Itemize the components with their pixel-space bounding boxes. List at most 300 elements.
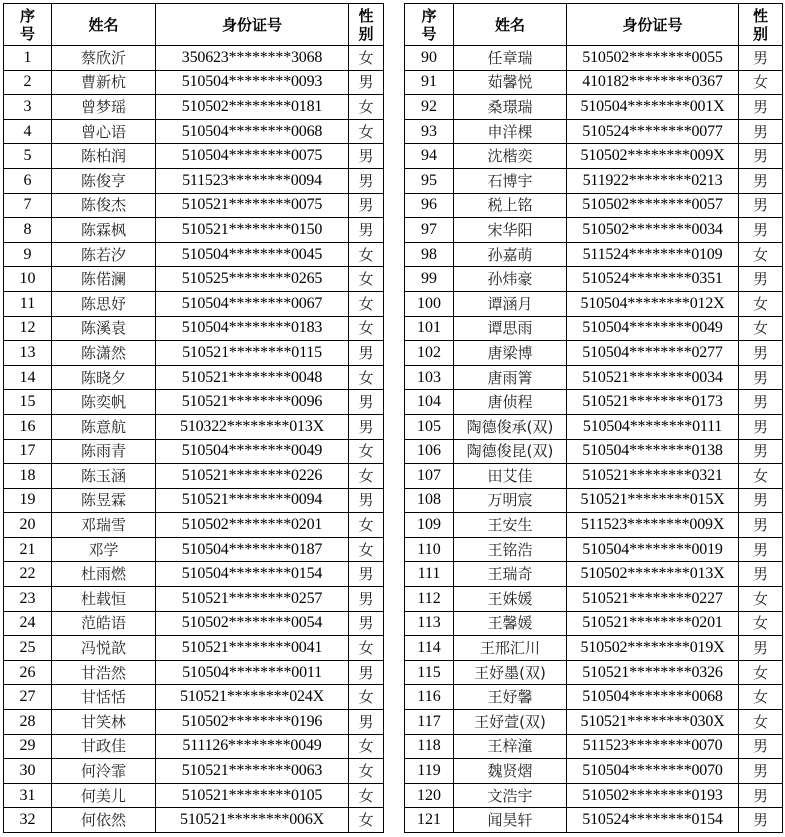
cell-id-number: 350623********3068 [156, 46, 349, 71]
cell-name: 谭思雨 [454, 316, 567, 341]
table-row [4, 660, 384, 685]
cell-gender: 男 [349, 168, 384, 193]
cell-name: 范皓语 [52, 611, 156, 636]
table-row [405, 734, 783, 759]
cell-gender: 男 [349, 193, 384, 218]
cell-seq: 24 [4, 611, 52, 636]
table-row [4, 439, 384, 464]
cell-seq: 110 [405, 537, 454, 562]
cell-seq: 8 [4, 218, 52, 243]
cell-seq: 100 [405, 291, 454, 316]
cell-name: 陶德俊昆(双) [454, 439, 567, 464]
cell-id-number: 510502********0193 [567, 783, 739, 808]
table-row [405, 710, 783, 735]
cell-seq: 90 [405, 46, 454, 71]
cell-id-number: 510521********0048 [156, 365, 349, 390]
cell-name: 甘恬恬 [52, 685, 156, 710]
table-row [4, 710, 384, 735]
table-row [4, 488, 384, 513]
cell-name: 甘政佳 [52, 734, 156, 759]
cell-id-number: 510502********009X [567, 144, 739, 169]
table-row [405, 611, 783, 636]
cell-name: 谭涵月 [454, 291, 567, 316]
cell-name: 陈偌澜 [52, 267, 156, 292]
cell-id-number: 510504********0068 [156, 119, 349, 144]
cell-seq: 17 [4, 439, 52, 464]
cell-seq: 109 [405, 513, 454, 538]
cell-gender: 女 [349, 759, 384, 784]
header-seq-line1: 序 [19, 6, 35, 25]
cell-seq: 7 [4, 193, 52, 218]
cell-gender: 女 [349, 119, 384, 144]
cell-id-number: 510504********0067 [156, 291, 349, 316]
cell-id-number: 510504********0011 [156, 660, 349, 685]
cell-seq: 5 [4, 144, 52, 169]
cell-id-number: 510504********0075 [156, 144, 349, 169]
table-row [4, 46, 384, 71]
cell-gender: 男 [739, 439, 783, 464]
table-row [405, 193, 783, 218]
table-row [4, 513, 384, 538]
cell-name: 田艾佳 [454, 464, 567, 489]
cell-id-number: 510502********0055 [567, 46, 739, 71]
cell-gender: 女 [349, 513, 384, 538]
cell-seq: 107 [405, 464, 454, 489]
cell-gender: 女 [739, 242, 783, 267]
cell-id-number: 510504********0138 [567, 439, 739, 464]
table-body-left [4, 46, 384, 833]
table-row [4, 316, 384, 341]
cell-gender: 男 [739, 218, 783, 243]
cell-id-number: 510521********0063 [156, 759, 349, 784]
cell-gender: 男 [349, 341, 384, 366]
cell-seq: 92 [405, 95, 454, 120]
table-header-row [4, 4, 384, 46]
table-row [4, 218, 384, 243]
cell-gender: 男 [739, 488, 783, 513]
cell-name: 曹新杭 [52, 70, 156, 95]
cell-id-number: 510502********0196 [156, 710, 349, 735]
table-row [4, 267, 384, 292]
table-row [405, 439, 783, 464]
table-row [405, 660, 783, 685]
cell-seq: 26 [4, 660, 52, 685]
cell-id-number: 511523********0070 [567, 734, 739, 759]
cell-id-number: 510521********0034 [567, 365, 739, 390]
header-gender [349, 4, 384, 46]
cell-name: 邓瑞雪 [52, 513, 156, 538]
cell-name: 王安生 [454, 513, 567, 538]
header-gender-line1: 性 [358, 6, 374, 25]
cell-name: 税上铭 [454, 193, 567, 218]
cell-name: 唐侦程 [454, 390, 567, 415]
table-row [405, 218, 783, 243]
cell-gender: 女 [349, 636, 384, 661]
cell-seq: 114 [405, 636, 454, 661]
table-row [4, 193, 384, 218]
cell-seq: 1 [4, 46, 52, 71]
cell-gender: 女 [349, 808, 384, 833]
cell-name: 王馨媛 [454, 611, 567, 636]
cell-gender: 女 [349, 267, 384, 292]
cell-seq: 25 [4, 636, 52, 661]
cell-name: 王瑞奇 [454, 562, 567, 587]
table-row [405, 95, 783, 120]
cell-name: 陈潇然 [52, 341, 156, 366]
cell-name: 杜载恒 [52, 587, 156, 612]
cell-id-number: 511922********0213 [567, 168, 739, 193]
cell-id-number: 511523********009X [567, 513, 739, 538]
cell-seq: 15 [4, 390, 52, 415]
cell-id-number: 510521********0041 [156, 636, 349, 661]
cell-gender: 女 [349, 242, 384, 267]
cell-seq: 96 [405, 193, 454, 218]
table-row [405, 390, 783, 415]
cell-id-number: 510502********0181 [156, 95, 349, 120]
cell-name: 杜雨燃 [52, 562, 156, 587]
table-row [405, 537, 783, 562]
cell-name: 宋华阳 [454, 218, 567, 243]
cell-name: 陈俊杰 [52, 193, 156, 218]
header-seq [405, 4, 454, 46]
header-seq-line1: 序 [421, 6, 437, 25]
table-row [4, 390, 384, 415]
cell-gender: 男 [739, 734, 783, 759]
roster-table-right [404, 3, 783, 833]
cell-seq: 10 [4, 267, 52, 292]
cell-gender: 女 [349, 464, 384, 489]
cell-name: 桑璟瑞 [454, 95, 567, 120]
cell-name: 王梓潼 [454, 734, 567, 759]
cell-name: 王妤墨(双) [454, 660, 567, 685]
cell-id-number: 510524********0077 [567, 119, 739, 144]
cell-id-number: 510521********0326 [567, 660, 739, 685]
cell-name: 陈霖枫 [52, 218, 156, 243]
cell-seq: 13 [4, 341, 52, 366]
header-gender-line2: 别 [358, 24, 374, 43]
cell-name: 陈柏润 [52, 144, 156, 169]
cell-id-number: 510502********013X [567, 562, 739, 587]
cell-id-number: 510504********0093 [156, 70, 349, 95]
cell-seq: 19 [4, 488, 52, 513]
table-row [4, 759, 384, 784]
cell-id-number: 510521********006X [156, 808, 349, 833]
header-seq-line2: 号 [19, 24, 35, 43]
cell-gender: 男 [739, 95, 783, 120]
cell-name: 王铭浩 [454, 537, 567, 562]
cell-gender: 男 [739, 414, 783, 439]
cell-id-number: 511524********0109 [567, 242, 739, 267]
cell-id-number: 510521********0105 [156, 783, 349, 808]
table-row [405, 267, 783, 292]
cell-name: 陈意航 [52, 414, 156, 439]
table-row [405, 783, 783, 808]
cell-seq: 12 [4, 316, 52, 341]
cell-id-number: 510502********0034 [567, 218, 739, 243]
cell-seq: 6 [4, 168, 52, 193]
header-seq-line2: 号 [421, 24, 437, 43]
cell-seq: 115 [405, 660, 454, 685]
cell-name: 陈奕帆 [52, 390, 156, 415]
cell-name: 唐梁博 [454, 341, 567, 366]
table-row [405, 636, 783, 661]
cell-gender: 男 [739, 119, 783, 144]
table-row [405, 587, 783, 612]
table-row [405, 759, 783, 784]
cell-seq: 120 [405, 783, 454, 808]
cell-id-number: 510502********019X [567, 636, 739, 661]
cell-name: 王邢汇川 [454, 636, 567, 661]
cell-id-number: 510504********0183 [156, 316, 349, 341]
table-row [4, 95, 384, 120]
cell-gender: 女 [349, 685, 384, 710]
cell-id-number: 510521********0150 [156, 218, 349, 243]
table-row [4, 808, 384, 833]
cell-id-number: 510504********0154 [156, 562, 349, 587]
table-row [4, 636, 384, 661]
cell-gender: 男 [349, 611, 384, 636]
cell-gender: 男 [349, 562, 384, 587]
cell-id-number: 510521********030X [567, 710, 739, 735]
cell-seq: 32 [4, 808, 52, 833]
cell-id-number: 510525********0265 [156, 267, 349, 292]
cell-seq: 104 [405, 390, 454, 415]
cell-gender: 男 [349, 710, 384, 735]
cell-seq: 91 [405, 70, 454, 95]
cell-seq: 116 [405, 685, 454, 710]
table-row [4, 611, 384, 636]
cell-seq: 97 [405, 218, 454, 243]
cell-name: 茹馨悦 [454, 70, 567, 95]
cell-gender: 男 [349, 587, 384, 612]
table-row [405, 562, 783, 587]
cell-gender: 男 [739, 513, 783, 538]
table-row [405, 316, 783, 341]
cell-name: 何美儿 [52, 783, 156, 808]
table-row [4, 144, 384, 169]
cell-gender: 女 [739, 685, 783, 710]
cell-gender: 女 [739, 611, 783, 636]
table-row [4, 562, 384, 587]
cell-name: 何泠霏 [52, 759, 156, 784]
cell-id-number: 510502********0054 [156, 611, 349, 636]
cell-seq: 112 [405, 587, 454, 612]
cell-id-number: 510504********0187 [156, 537, 349, 562]
cell-gender: 男 [739, 365, 783, 390]
cell-seq: 4 [4, 119, 52, 144]
cell-seq: 18 [4, 464, 52, 489]
cell-seq: 101 [405, 316, 454, 341]
cell-gender: 男 [739, 193, 783, 218]
table-row [405, 119, 783, 144]
cell-gender: 男 [739, 341, 783, 366]
table-row [405, 513, 783, 538]
cell-name: 沈楷奕 [454, 144, 567, 169]
cell-id-number: 510521********0075 [156, 193, 349, 218]
cell-gender: 男 [739, 636, 783, 661]
table-row [4, 119, 384, 144]
cell-name: 陈思妤 [52, 291, 156, 316]
cell-gender: 男 [739, 808, 783, 833]
cell-name: 石博宇 [454, 168, 567, 193]
table-row [405, 341, 783, 366]
cell-name: 陈俊亨 [52, 168, 156, 193]
cell-gender: 女 [739, 710, 783, 735]
cell-seq: 108 [405, 488, 454, 513]
cell-gender: 男 [349, 660, 384, 685]
cell-gender: 男 [739, 783, 783, 808]
table-row [405, 46, 783, 71]
cell-gender: 男 [349, 218, 384, 243]
roster-table-left [3, 3, 384, 833]
cell-gender: 男 [739, 46, 783, 71]
cell-gender: 女 [349, 783, 384, 808]
cell-gender: 男 [739, 168, 783, 193]
cell-id-number: 510521********0226 [156, 464, 349, 489]
cell-name: 王姝媛 [454, 587, 567, 612]
cell-seq: 121 [405, 808, 454, 833]
cell-seq: 31 [4, 783, 52, 808]
cell-name: 何依然 [52, 808, 156, 833]
table-row [4, 587, 384, 612]
header-name: 姓名 [454, 4, 567, 46]
table-row [405, 464, 783, 489]
cell-name: 申洋棵 [454, 119, 567, 144]
cell-name: 王妤萱(双) [454, 710, 567, 735]
table-body-right [405, 46, 783, 833]
cell-gender: 男 [349, 144, 384, 169]
cell-gender: 女 [349, 95, 384, 120]
cell-seq: 21 [4, 537, 52, 562]
table-row [4, 70, 384, 95]
cell-id-number: 510521********0201 [567, 611, 739, 636]
cell-name: 任章瑞 [454, 46, 567, 71]
cell-gender: 男 [349, 414, 384, 439]
cell-gender: 女 [739, 291, 783, 316]
header-gender-line2: 别 [752, 24, 768, 43]
cell-id-number: 510504********0111 [567, 414, 739, 439]
cell-id-number: 510504********0070 [567, 759, 739, 784]
cell-id-number: 510521********0257 [156, 587, 349, 612]
cell-id-number: 511126********0049 [156, 734, 349, 759]
table-row [405, 70, 783, 95]
cell-gender: 男 [739, 562, 783, 587]
header-seq [4, 4, 52, 46]
cell-gender: 男 [739, 144, 783, 169]
cell-seq: 113 [405, 611, 454, 636]
cell-name: 文浩宇 [454, 783, 567, 808]
cell-name: 孙嘉萌 [454, 242, 567, 267]
cell-seq: 29 [4, 734, 52, 759]
cell-seq: 20 [4, 513, 52, 538]
cell-seq: 16 [4, 414, 52, 439]
cell-id-number: 510504********0019 [567, 537, 739, 562]
cell-seq: 23 [4, 587, 52, 612]
cell-id-number: 510524********0154 [567, 808, 739, 833]
cell-gender: 女 [739, 316, 783, 341]
cell-gender: 女 [349, 537, 384, 562]
cell-gender: 女 [349, 46, 384, 71]
table-row [4, 537, 384, 562]
table-row [405, 808, 783, 833]
cell-id-number: 510502********0057 [567, 193, 739, 218]
header-gender-line1: 性 [752, 6, 768, 25]
cell-seq: 22 [4, 562, 52, 587]
table-row [405, 144, 783, 169]
cell-name: 陈晓夕 [52, 365, 156, 390]
cell-name: 曾心语 [52, 119, 156, 144]
cell-gender: 女 [349, 316, 384, 341]
header-id-number: 身份证号 [567, 4, 739, 46]
cell-gender: 男 [349, 70, 384, 95]
table-row [4, 464, 384, 489]
table-row [405, 168, 783, 193]
cell-seq: 103 [405, 365, 454, 390]
cell-gender: 女 [349, 734, 384, 759]
header-gender [739, 4, 783, 46]
cell-id-number: 510521********0096 [156, 390, 349, 415]
cell-seq: 30 [4, 759, 52, 784]
cell-seq: 105 [405, 414, 454, 439]
cell-id-number: 510504********0049 [567, 316, 739, 341]
table-row [405, 242, 783, 267]
cell-gender: 男 [739, 390, 783, 415]
cell-seq: 95 [405, 168, 454, 193]
table-row [4, 168, 384, 193]
cell-name: 孙炜豪 [454, 267, 567, 292]
cell-id-number: 510521********0227 [567, 587, 739, 612]
cell-id-number: 510521********0094 [156, 488, 349, 513]
cell-name: 魏贤熠 [454, 759, 567, 784]
table-row [4, 291, 384, 316]
cell-seq: 93 [405, 119, 454, 144]
cell-id-number: 510504********012X [567, 291, 739, 316]
cell-seq: 119 [405, 759, 454, 784]
cell-name: 陈雨青 [52, 439, 156, 464]
cell-gender: 女 [739, 660, 783, 685]
cell-gender: 女 [349, 439, 384, 464]
cell-id-number: 510504********0277 [567, 341, 739, 366]
cell-name: 蔡欣沂 [52, 46, 156, 71]
cell-id-number: 510504********0049 [156, 439, 349, 464]
cell-id-number: 510521********024X [156, 685, 349, 710]
cell-gender: 女 [349, 291, 384, 316]
cell-seq: 94 [405, 144, 454, 169]
cell-gender: 男 [739, 267, 783, 292]
cell-gender: 女 [739, 70, 783, 95]
cell-seq: 117 [405, 710, 454, 735]
table-row [4, 783, 384, 808]
table-row [405, 365, 783, 390]
cell-seq: 11 [4, 291, 52, 316]
header-id-number: 身份证号 [156, 4, 349, 46]
cell-gender: 女 [739, 464, 783, 489]
table-row [405, 685, 783, 710]
cell-gender: 男 [349, 488, 384, 513]
table-row [405, 291, 783, 316]
cell-seq: 118 [405, 734, 454, 759]
cell-id-number: 510504********0068 [567, 685, 739, 710]
cell-gender: 男 [739, 759, 783, 784]
cell-name: 曾梦瑶 [52, 95, 156, 120]
cell-seq: 111 [405, 562, 454, 587]
table-row [4, 414, 384, 439]
cell-name: 陈若汐 [52, 242, 156, 267]
cell-seq: 106 [405, 439, 454, 464]
cell-seq: 27 [4, 685, 52, 710]
cell-name: 陈溪袁 [52, 316, 156, 341]
cell-id-number: 510521********0115 [156, 341, 349, 366]
